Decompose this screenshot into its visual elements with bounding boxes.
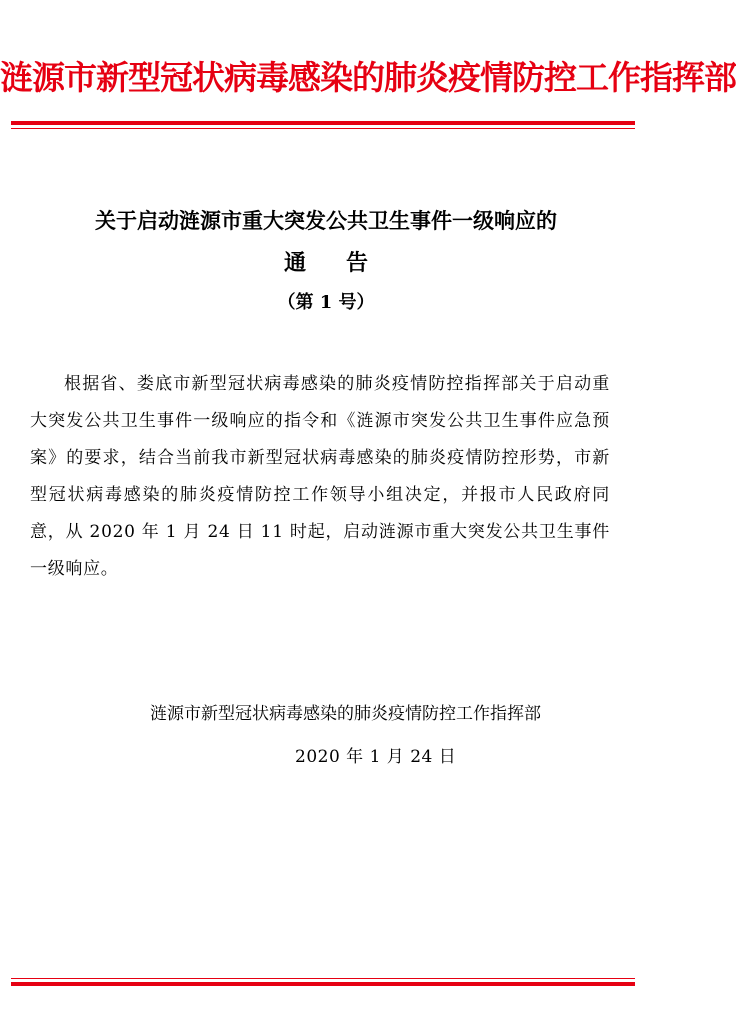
issue-date: 2020 年 1 月 24 日	[295, 747, 457, 767]
notice-body-paragraph: 根据省、娄底市新型冠状病毒感染的肺炎疫情防控指挥部关于启动重大突发公共卫生事件一级响应的指令和《涟源市突发公共卫生事件应急预案》的要求，结合当前我市新型冠状病毒感染的肺炎疫情防控形势，市新型冠状病毒感染的肺炎疫情防控工作领导小组决定，并报市人民政府同意，从 2020 年 1 月 24 日 11 时起，启动涟源市重大突发公共卫生事件一级响应。	[30, 374, 610, 579]
notice-title: 关于启动涟源市重大突发公共卫生事件一级响应的	[95, 208, 557, 233]
issuer-signature: 涟源市新型冠状病毒感染的肺炎疫情防控工作指挥部	[150, 704, 541, 724]
masthead-divider-thick	[11, 121, 635, 125]
notice-type: 通告	[283, 250, 408, 276]
document-masthead: 涟源市新型冠状病毒感染的肺炎疫情防控工作指挥部	[0, 58, 736, 97]
notice-number: （第 1 号）	[277, 292, 375, 313]
masthead-divider-thin	[11, 128, 635, 129]
footer-divider-thick	[11, 982, 635, 986]
footer-divider-thin	[11, 978, 635, 979]
